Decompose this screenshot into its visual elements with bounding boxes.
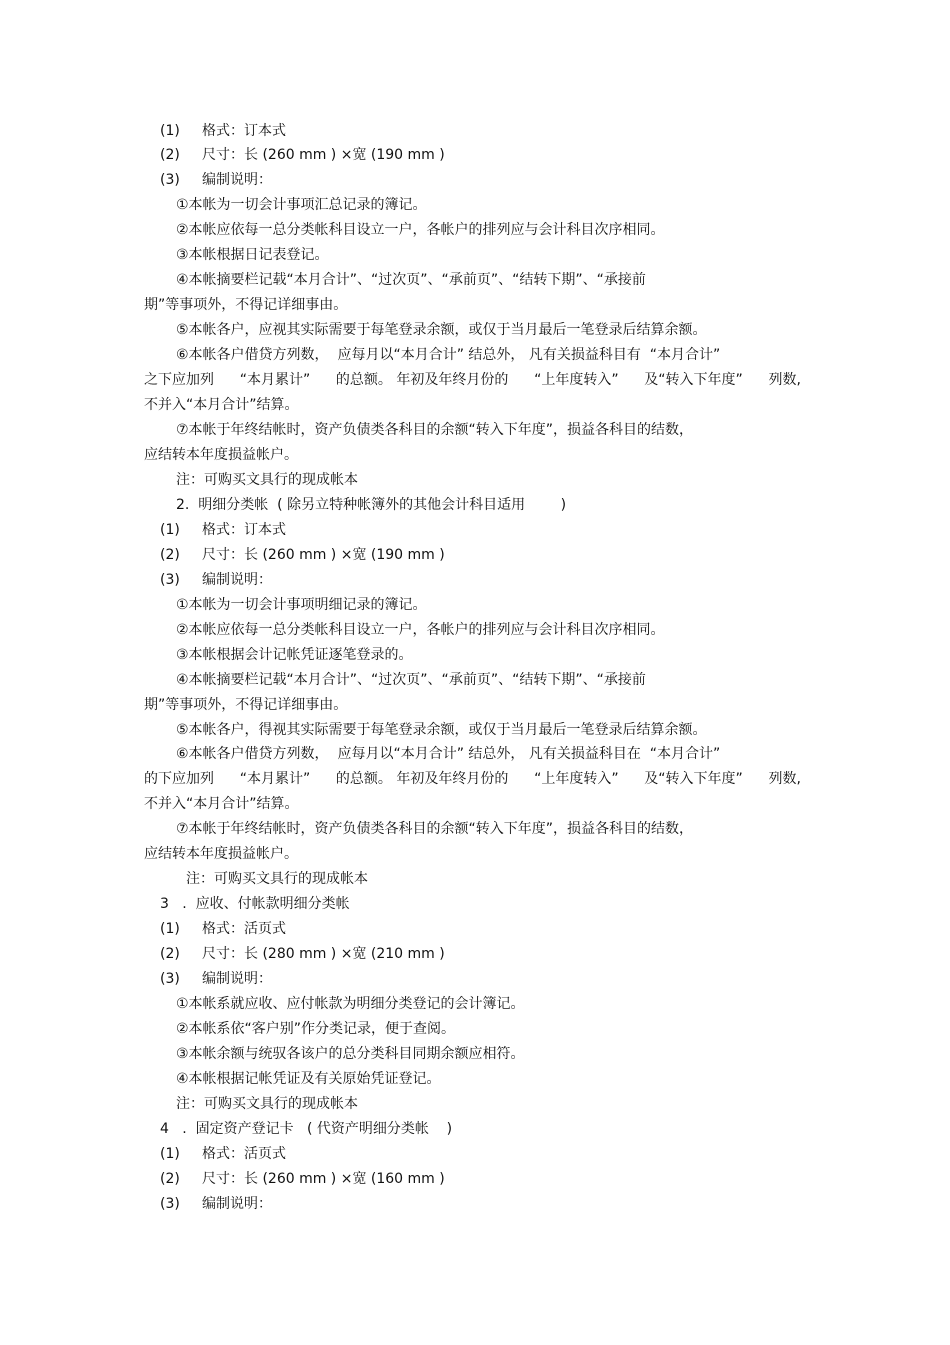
list-text: 格式：订本式 bbox=[202, 123, 286, 139]
list-text: 编制说明： bbox=[202, 971, 272, 987]
s3-note: 注：可购买文具行的现成帐本 bbox=[176, 1096, 358, 1112]
s1-item-7a: ⑦本帐于年终结帐时，资产负债类各科目的余额“转入下年度”，损益各科目的结数， bbox=[176, 422, 694, 438]
s2-item-7b: 应结转本年度损益帐户。 bbox=[144, 846, 298, 862]
text-fragment: 列数, bbox=[768, 771, 801, 787]
s2-item-2: ②本帐应依每一总分类帐科目设立一户，各帐户的排列应与会计科目次序相同。 bbox=[176, 622, 665, 638]
list-text: 尺寸：长 (260 mm ) ×宽 (160 mm ) bbox=[202, 1171, 445, 1187]
list-text: 编制说明： bbox=[202, 172, 272, 188]
s2-item-1: ①本帐为一切会计事项明细记录的簿记。 bbox=[176, 597, 427, 613]
text-fragment: 列数, bbox=[768, 372, 801, 388]
list-text: 尺寸：长 (260 mm ) ×宽 (190 mm ) bbox=[202, 147, 445, 163]
list-number: (3) bbox=[160, 1196, 180, 1212]
text-fragment: 的总额。 年初及年终月份的 bbox=[335, 771, 509, 787]
s3-size-line bbox=[160, 945, 445, 963]
list-number: (3) bbox=[160, 172, 180, 188]
s3-format-line bbox=[160, 920, 286, 938]
list-number: (1) bbox=[160, 921, 180, 937]
s1-item-1: ①本帐为一切会计事项汇总记录的簿记。 bbox=[176, 197, 427, 213]
s1-item-6c: 不并入“本月合计”结算。 bbox=[144, 397, 299, 413]
text-fragment: 及“转入下年度” bbox=[644, 372, 743, 388]
s1-size-line bbox=[160, 146, 445, 164]
list-number: (3) bbox=[160, 572, 180, 588]
s2-size-line bbox=[160, 546, 445, 564]
s1-item-5: ⑤本帐各户，应视其实际需要于每笔登录余额，或仅于当月最后一笔登录后结算余额。 bbox=[176, 322, 707, 338]
s1-item-7b: 应结转本年度损益帐户。 bbox=[144, 447, 298, 463]
list-number: (2) bbox=[160, 547, 180, 563]
list-number: (1) bbox=[160, 522, 180, 538]
s1-item-2: ②本帐应依每一总分类帐科目设立一户，各帐户的排列应与会计科目次序相同。 bbox=[176, 222, 665, 238]
s4-size-line bbox=[160, 1170, 445, 1188]
s4-desc-line bbox=[160, 1195, 272, 1213]
list-number: (2) bbox=[160, 1171, 180, 1187]
s2-item-5: ⑤本帐各户，得视其实际需要于每笔登录余额，或仅于当月最后一笔登录后结算余额。 bbox=[176, 722, 707, 738]
s1-item-3: ③本帐根据日记表登记。 bbox=[176, 247, 329, 263]
list-number: (1) bbox=[160, 123, 180, 139]
s2-heading: 2. 明细分类帐 ( 除另立特种帐簿外的其他会计科目适用 ) bbox=[176, 497, 567, 513]
list-text: 格式：活页式 bbox=[202, 1146, 286, 1162]
list-text: 编制说明： bbox=[202, 1196, 272, 1212]
s1-desc-line bbox=[160, 171, 272, 189]
s2-item-6c: 不并入“本月合计”结算。 bbox=[144, 796, 299, 812]
s3-item-1: ①本帐系就应收、应付帐款为明细分类登记的会计簿记。 bbox=[176, 996, 525, 1012]
text-fragment: 之下应加列 bbox=[144, 372, 214, 388]
s1-item-4a: ④本帐摘要栏记载“本月合计”、“过次页”、“承前页”、“结转下期”、“承接前 bbox=[176, 272, 646, 288]
s2-item-4a: ④本帐摘要栏记载“本月合计”、“过次页”、“承前页”、“结转下期”、“承接前 bbox=[176, 672, 646, 688]
text-fragment: “本月累计” bbox=[239, 771, 311, 787]
s2-item-3: ③本帐根据会计记帐凭证逐笔登录的。 bbox=[176, 647, 413, 663]
list-number: (2) bbox=[160, 946, 180, 962]
s2-desc-line bbox=[160, 571, 272, 589]
text-fragment: “上年度转入” bbox=[534, 372, 619, 388]
list-text: 尺寸：长 (260 mm ) ×宽 (190 mm ) bbox=[202, 547, 445, 563]
text-fragment: 及“转入下年度” bbox=[644, 771, 743, 787]
s2-item-7a: ⑦本帐于年终结帐时，资产负债类各科目的余额“转入下年度”，损益各科目的结数， bbox=[176, 821, 694, 837]
text-fragment: “上年度转入” bbox=[534, 771, 619, 787]
s2-note: 注：可购买文具行的现成帐本 bbox=[186, 871, 368, 887]
s3-item-3: ③本帐余额与统驭各该户的总分类科目同期余额应相符。 bbox=[176, 1046, 525, 1062]
s2-item-6a: ⑥本帐各户借贷方列数， 应每月以“本月合计” 结总外， 凡有关损益科目在 “本月合计” bbox=[176, 746, 721, 762]
s3-item-2: ②本帐系依“客户别”作分类记录，便于查阅。 bbox=[176, 1021, 456, 1037]
text-fragment: 的下应加列 bbox=[144, 771, 214, 787]
text-fragment: “本月累计” bbox=[239, 372, 311, 388]
s2-format-line bbox=[160, 521, 286, 539]
s1-item-6b bbox=[144, 371, 801, 389]
s2-item-4b: 期”等事项外，不得记详细事由。 bbox=[144, 697, 348, 713]
s1-note: 注：可购买文具行的现成帐本 bbox=[176, 472, 358, 488]
s2-item-6b bbox=[144, 770, 801, 788]
s1-item-6a: ⑥本帐各户借贷方列数， 应每月以“本月合计” 结总外， 凡有关损益科目有 “本月合计” bbox=[176, 347, 721, 363]
list-number: (2) bbox=[160, 147, 180, 163]
text-fragment: 的总额。 年初及年终月份的 bbox=[335, 372, 509, 388]
list-text: 格式：活页式 bbox=[202, 921, 286, 937]
s1-item-4b: 期”等事项外，不得记详细事由。 bbox=[144, 297, 348, 313]
s3-desc-line bbox=[160, 970, 272, 988]
list-text: 编制说明： bbox=[202, 572, 272, 588]
list-number: (1) bbox=[160, 1146, 180, 1162]
s4-heading: 4 . 固定资产登记卡 ( 代资产明细分类帐 ) bbox=[160, 1121, 453, 1137]
list-text: 格式：订本式 bbox=[202, 522, 286, 538]
s4-format-line bbox=[160, 1145, 286, 1163]
list-number: (3) bbox=[160, 971, 180, 987]
list-text: 尺寸：长 (280 mm ) ×宽 (210 mm ) bbox=[202, 946, 445, 962]
s3-item-4: ④本帐根据记帐凭证及有关原始凭证登记。 bbox=[176, 1071, 441, 1087]
s1-format-line bbox=[160, 122, 286, 140]
s3-heading: 3 . 应收、付帐款明细分类帐 bbox=[160, 896, 350, 912]
